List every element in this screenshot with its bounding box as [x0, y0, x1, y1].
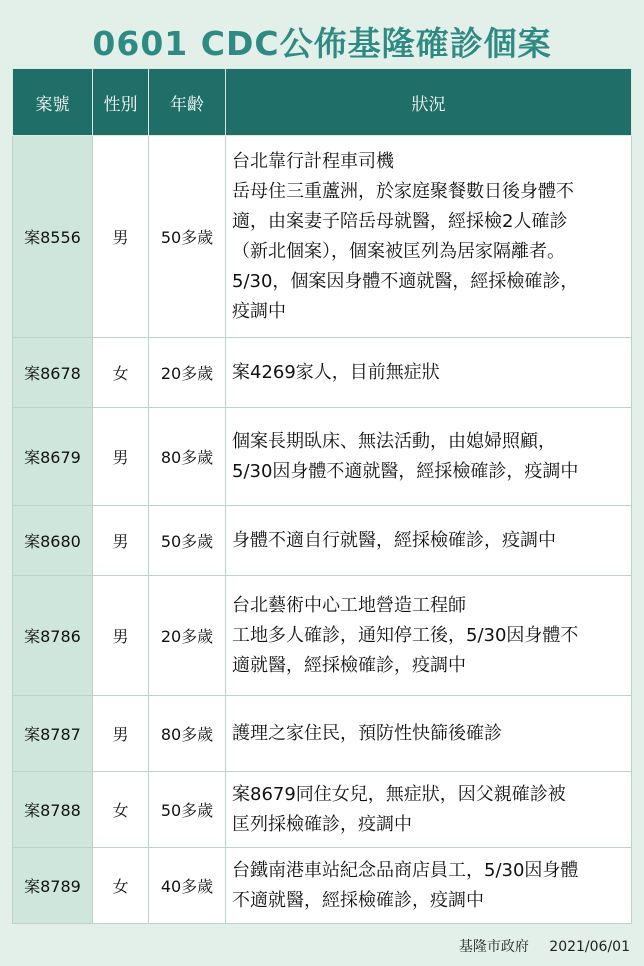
age-cell: 50多歲 — [149, 506, 226, 576]
case-id-cell: 案8789 — [13, 848, 93, 924]
table-row — [13, 338, 632, 408]
sex-cell: 女 — [93, 772, 149, 848]
status-cell — [226, 772, 632, 848]
age-cell: 20多歲 — [149, 338, 226, 408]
table-header-row — [13, 69, 632, 136]
sex-cell: 男 — [93, 576, 149, 696]
status-line: 適，由案妻子陪岳母就醫，經採檢2人確診 — [232, 210, 568, 232]
table-row — [13, 576, 632, 696]
source-label: 基隆市政府 — [458, 939, 529, 955]
date-label: 2021/06/01 — [549, 939, 630, 955]
status-line: 身體不適自行就醫，經採檢確診，疫調中 — [232, 529, 556, 551]
table-row — [13, 772, 632, 848]
header-age: 年齡 — [149, 69, 226, 136]
sex-cell: 女 — [93, 338, 149, 408]
status-cell — [226, 338, 632, 408]
status-line: 護理之家住民，預防性快篩後確診 — [232, 722, 502, 744]
status-line: 5/30，個案因身體不適就醫，經採檢確診， — [232, 270, 579, 292]
age-cell: 50多歲 — [149, 772, 226, 848]
status-line: 匡列採檢確診，疫調中 — [232, 813, 412, 835]
case-id-cell: 案8556 — [13, 136, 93, 338]
footer — [443, 936, 630, 956]
status-line: 適就醫，經採檢確診，疫調中 — [232, 654, 466, 676]
status-cell — [226, 576, 632, 696]
age-cell: 40多歲 — [149, 848, 226, 924]
status-line: 台鐵南港車站紀念品商店員工，5/30因身體 — [232, 859, 579, 881]
status-cell — [226, 848, 632, 924]
case-id-cell: 案8787 — [13, 696, 93, 772]
table-row — [13, 848, 632, 924]
age-cell: 80多歲 — [149, 408, 226, 506]
sex-cell: 男 — [93, 506, 149, 576]
age-cell: 50多歲 — [149, 136, 226, 338]
case-id-cell: 案8786 — [13, 576, 93, 696]
status-line: 案8679同住女兒，無症狀，因父親確診被 — [232, 783, 566, 805]
status-line: 岳母住三重蘆洲，於家庭聚餐數日後身體不 — [232, 180, 574, 202]
status-line: 案4269家人，目前無症狀 — [232, 361, 440, 383]
sex-cell: 男 — [93, 696, 149, 772]
case-id-cell: 案8788 — [13, 772, 93, 848]
age-cell: 80多歲 — [149, 696, 226, 772]
table-row — [13, 136, 632, 338]
status-cell — [226, 696, 632, 772]
status-line: （新北個案），個案被匡列為居家隔離者。 — [232, 240, 565, 262]
status-line: 工地多人確診，通知停工後，5/30因身體不 — [232, 624, 579, 646]
age-cell: 20多歲 — [149, 576, 226, 696]
status-line: 個案長期臥床、無法活動，由媳婦照顧， — [232, 430, 556, 452]
status-line: 台北靠行計程車司機 — [232, 150, 394, 172]
table-row — [13, 696, 632, 772]
sex-cell: 男 — [93, 136, 149, 338]
status-cell — [226, 136, 632, 338]
page-title: 0601 CDC公佈基隆確診個案 — [92, 24, 552, 63]
table-row — [13, 408, 632, 506]
status-cell — [226, 408, 632, 506]
case-id-cell: 案8680 — [13, 506, 93, 576]
sex-cell: 男 — [93, 408, 149, 506]
case-id-cell: 案8679 — [13, 408, 93, 506]
status-line: 不適就醫，經採檢確診，疫調中 — [232, 889, 484, 911]
status-line: 疫調中 — [232, 300, 286, 322]
case-table — [12, 68, 632, 924]
header-status: 狀況 — [226, 69, 632, 136]
case-id-cell: 案8678 — [13, 338, 93, 408]
table-row — [13, 506, 632, 576]
header-case-id: 案號 — [13, 69, 93, 136]
status-line: 5/30因身體不適就醫，經採檢確診，疫調中 — [232, 460, 579, 482]
status-line: 台北藝術中心工地營造工程師 — [232, 594, 466, 616]
header-sex: 性別 — [93, 69, 149, 136]
sex-cell: 女 — [93, 848, 149, 924]
status-cell — [226, 506, 632, 576]
